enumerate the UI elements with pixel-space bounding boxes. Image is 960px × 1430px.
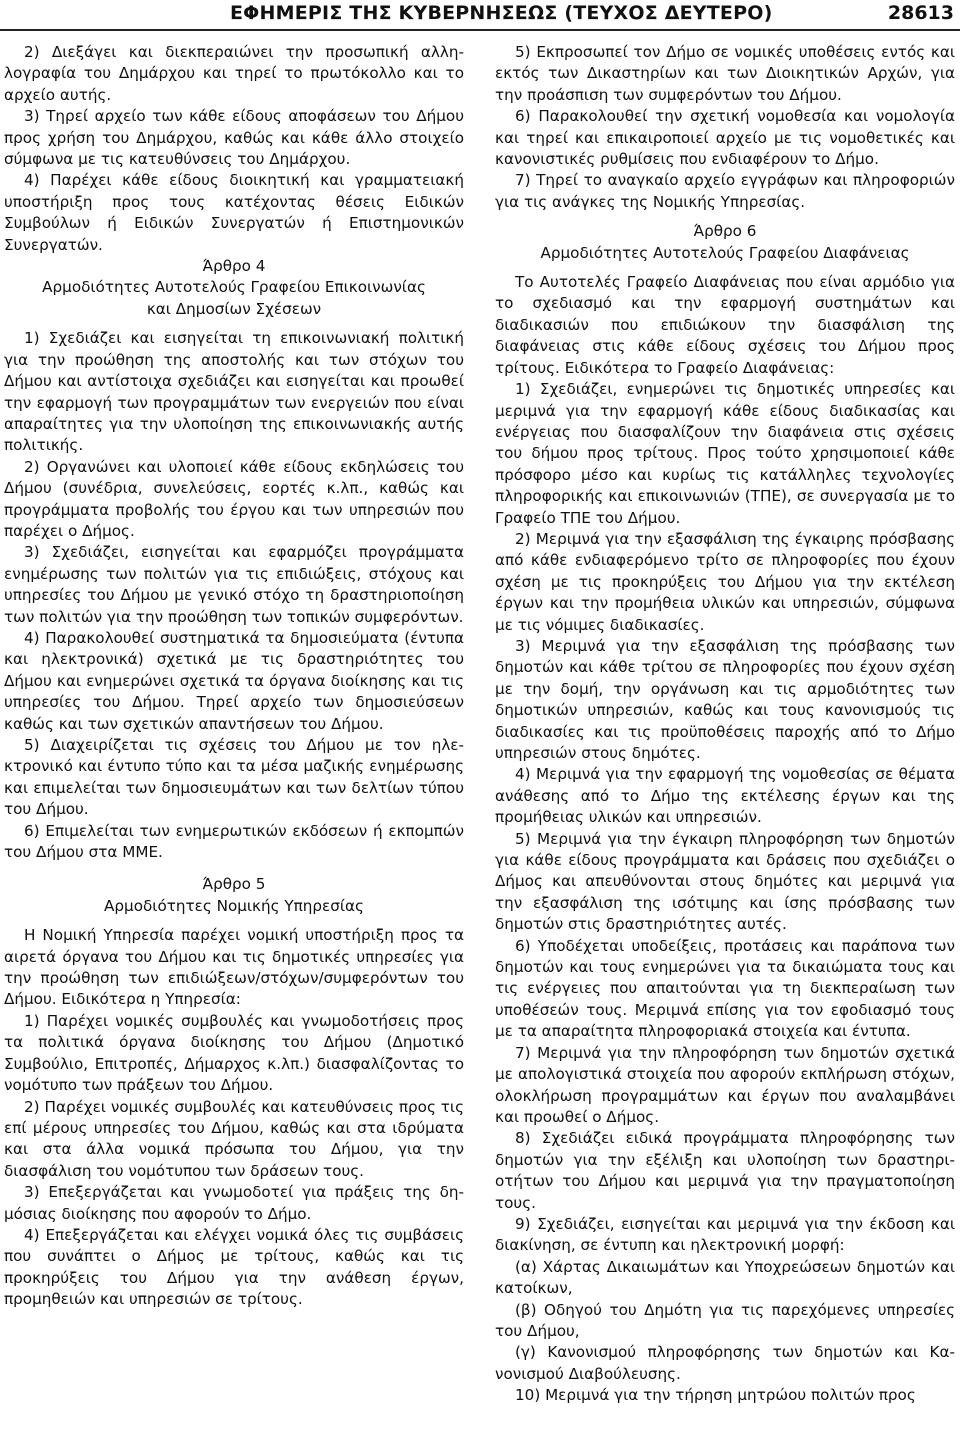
gazette-title: ΕΦΗΜΕΡΙΣ ΤΗΣ ΚΥΒΕΡΝΗΣΕΩΣ (ΤΕΥΧΟΣ ΔΕΥΤΕΡΟ) [230, 2, 773, 24]
page-number: 28613 [887, 2, 954, 24]
paragraph: 10) Μεριμνά για την τήρηση μητρώου πολιτών προς [515, 1386, 916, 1405]
list-item: (γ) Κανονισμού πληροφόρησης των δημοτών και Κανονισμού Διαβούλευσης. [495, 1343, 955, 1383]
list-item: (β) Οδηγού του Δημότη για τις παρεχόμενες υπηρεσίες του Δήμου, [495, 1300, 955, 1340]
paragraph: 6) Παρακολουθεί την σχετική νομοθεσία και νομολογία και τηρεί και επικαιροποιεί αρχείο με τις νομοθετικές και κανονιστικές ρυθμίσεις που ενδιαφέρουν το Δήμο. [495, 107, 955, 169]
paragraph: 1) Παρέχει νομικές συμβουλές και γνωμοδοτήσεις προς τα πολιτικά όργανα διοίκησης του Δήμου (Δημοτικό Συμβούλιο, Επιτροπές, Δήμαρχος κ.λπ.) διασφαλίζοντας το νομότυπο των πράξεων του Δήμου. [4, 1011, 464, 1095]
left-column [4, 42, 464, 1422]
paragraph: 6) Υποδέχεται υποδείξεις, προτάσεις και παράπονα των δημοτών και τους ενημερώνει για τα δικαιώματα τους και τις ενέργειες που απαιτούνται για τη διεκπεραίωση των υποθέσεών τους. Μεριμνά επίσης για τον εφοδιασμό τους με τα απαραίτητα πληροφοριακά στοιχεία και έντυπα. [495, 936, 955, 1041]
paragraph: Το Αυτοτελές Γραφείο Διαφάνειας που είναι αρμόδιο για το σχεδιασμό και την εφαρμογή συστημάτων και διαδικασιών που επιδιώκουν την διασφάλιση της διαφάνειας στις κάθε είδους σχέσεις του Δήμου προς τρίτους. Ειδικότερα το Γραφείο Διαφάνειας: [495, 273, 955, 377]
list-item: (α) Χάρτας Δικαιωμάτων και Υποχρεώσεων δημοτών και κατοίκων, [495, 1257, 955, 1298]
article-5-title: Αρμοδιότητες Νομικής Υπηρεσίας [104, 896, 364, 915]
paragraph: 4) Επεξεργάζεται και ελέγχει νομικά όλες τις συμβάσεις που συνάπτει ο Δήμος με τρίτους, καθώς και τις προκηρύξεις του Δήμου για την ανάθεση έργων, προμηθειών και υπηρεσιών σε τρίτους. [4, 1225, 464, 1309]
article-4-title: Αρμοδιότητες Αυτοτελούς Γραφείου Επικοινωνίας [42, 278, 426, 297]
paragraph: 3) Επεξεργάζεται και γνωμοδοτεί για πράξεις της δημόσιας διοίκησης που αφορούν το Δήμο. [4, 1183, 464, 1223]
article-5-heading: Άρθρο 5 [202, 875, 266, 894]
paragraph: 8) Σχεδιάζει ειδικά προγράμματα πληροφόρησης των δημοτών για την εξέλιξη και υλοποίηση των δραστηριοτήτων του Δήμου και μεριμνά για την πραγματοποίηση τους. [495, 1129, 955, 1212]
paragraph: 7) Μεριμνά για την πληροφόρηση των δημοτών σχετικά με απολογιστικά στοιχεία που αφορούν εκπλήρωση στόχων, ολοκλήρωση προγραμμάτων και έργων που αναλαμβάνει και προωθεί ο Δήμος. [495, 1043, 955, 1126]
article-4-title-cont: και Δημοσίων Σχέσεων [146, 299, 322, 318]
article-6-title: Αρμοδιότητες Αυτοτελούς Γραφείου Διαφάνειας [540, 243, 910, 262]
paragraph: 4) Παρέχει κάθε είδους διοικητική και γραμματειακή υποστήριξη προς τους κατέχοντας θέσεις Ειδικών Συμβούλων ή Ειδικών Συνεργατών ή Επιστημονικών Συνεργατών. [4, 171, 464, 254]
right-column [495, 42, 955, 1422]
paragraph: 7) Τηρεί το αναγκαίο αρχείο εγγράφων και πληροφοριών για τις ανάγκες της Νομικής Υπηρεσίας. [495, 171, 955, 211]
paragraph: 4) Μεριμνά για την εφαρμογή της νομοθεσίας σε θέματα ανάθεσης από το Δήμο της εκτέλεσης έργων και της προμήθειας υλικών και υπηρεσιών. [495, 765, 955, 827]
header-rule [0, 29, 960, 31]
article-4-heading: Άρθρο 4 [202, 257, 266, 276]
paragraph: 4) Παρακολουθεί συστηματικά τα δημοσιεύματα (έντυπα και ηλεκτρονικά) σχετικά με τις δραστηριότητες του Δήμου και ενημερώνει σχετικά τα όργανα διοίκησης και τις υπηρεσίες του Δήμου. Τηρεί αρχείο των δημοσιεύσεων καθώς και των σχετικών απαντήσεων του Δήμου. [4, 628, 464, 733]
page-header [0, 0, 960, 30]
paragraph: 2) Μεριμνά για την εξασφάλιση της έγκαιρης πρόσβασης από κάθε ενδιαφερόμενο τρίτο σε πληροφορίες που έχουν σχέση με τις προκηρύξεις του Δήμου για την εκτέλεση έργων και την προμήθεια υλικών και υπηρεσιών, σύμφωνα με τις νόμιμες διαδικασίες. [495, 529, 955, 634]
paragraph: 2) Οργανώνει και υλοποιεί κάθε είδους εκδηλώσεις του Δήμου (συνέδρια, συνελεύσεις, εορτές κ.λπ., καθώς και προγράμματα προβολής του έργου και των υπηρεσιών που παρέχει ο Δήμος. [4, 457, 464, 540]
paragraph: 6) Επιμελείται των ενημερωτικών εκδόσεων ή εκπομπών του Δήμου στα ΜΜΕ. [4, 821, 464, 862]
paragraph: Η Νομική Υπηρεσία παρέχει νομική υποστήριξη προς τα αιρετά όργανα του Δήμου και τις δημοτικές υπηρεσίες για την προώθηση των επιδιώξεων/στόχων/συμφερόντων του Δήμου. Ειδικότερα η Υπηρεσία: [4, 926, 464, 1009]
paragraph: 1) Σχεδιάζει, ενημερώνει τις δημοτικές υπηρεσίες και μεριμνά για την εφαρμογή κάθε είδους διαδικασίας και ενέργειας που διασφαλίζουν την διαφάνεια στις σχέσεις του δήμου προς τρίτους. Προς τούτο χρησιμοποιεί κάθε πρόσφορο μέσο και κυρίως τις κατάλληλες τεχνολογίες πληροφορικής και επικοινωνιών (ΤΠΕ), σε συνεργασία με το Γραφείο ΤΠΕ του Δήμου. [495, 380, 955, 527]
paragraph: 2) Παρέχει νομικές συμβουλές και κατευθύνσεις προς τις επί μέρους υπηρεσίες του Δήμου, καθώς και στα ιδρύματα και στα άλλα νομικά πρόσωπα του Δήμου, για την διασφάλιση του νομότυπου των δράσεων τους. [4, 1097, 464, 1180]
paragraph: 5) Εκπροσωπεί τον Δήμο σε νομικές υποθέσεις εντός και εκτός των Δικαστηρίων και των Διοικητικών Αρχών, για την προάσπιση των συμφερόντων του Δήμου. [495, 43, 955, 104]
paragraph: 5) Διαχειρίζεται τις σχέσεις του Δήμου με τον ηλεκτρονικό και έντυπο τύπο και τα μέσα μαζικής ενημέρωσης και επιμελείται των δημοσιευμάτων και των δελτίων τύπου του Δήμου. [4, 736, 464, 819]
paragraph: 9) Σχεδιάζει, εισηγείται και μεριμνά για την έκδοση και διακίνηση, σε έντυπη και ηλεκτρονική μορφή: [495, 1214, 955, 1255]
article-6-heading: Άρθρο 6 [693, 222, 757, 241]
paragraph: 2) Διεξάγει και διεκπεραιώνει την προσωπική αλληλογραφία του Δημάρχου και τηρεί το πρωτόκολλο και το αρχείο αυτής. [4, 43, 464, 104]
paragraph: 5) Μεριμνά για την έγκαιρη πληροφόρηση των δημοτών για κάθε είδους προγράμματα και δράσεις που σχεδιάζει ο Δήμος και απευθύνονται στους δημότες και μεριμνά για την εξασφάλιση της ισότιμης και ίσης πρόσβασης των δημοτών στις δραστηριότητες αυτές. [495, 829, 955, 934]
paragraph: 3) Σχεδιάζει, εισηγείται και εφαρμόζει προγράμματα ενημέρωσης των πολιτών για τις επιδιώξεις, στόχους και υπηρεσίες του Δήμου με γενικό στόχο τη δραστηριοποίηση των πολιτών για την προώθηση των τοπικών συμφερόντων. [4, 543, 464, 626]
paragraph: 3) Τηρεί αρχείο των κάθε είδους αποφάσεων του Δήμου προς χρήση του Δημάρχου, καθώς και κάθε άλλο στοιχείο σύμφωνα με τις κατευθύνσεις του Δημάρχου. [4, 107, 464, 169]
paragraph: 1) Σχεδιάζει και εισηγείται τη επικοινωνιακή πολιτική για την προώθηση της αποστολής και των στόχων του Δήμου και αντίστοιχα σχεδιάζει και εισηγείται και προωθεί την εφαρμογή των προγραμμάτων των ενεργειών που είναι απαραίτητες για την υλοποίηση της επικοινωνιακής αυτής πολιτικής. [4, 329, 464, 455]
paragraph: 3) Μεριμνά για την εξασφάλιση της πρόσβασης των δημοτών και κάθε τρίτου σε πληροφορίες που έχουν σχέση με την δομή, την οργάνωση και τις αρμοδιότητες των δημοτικών υπηρεσιών, καθώς και τους κανονισμούς τις διαδικασίες και τις προϋποθέσεις παροχής από το Δήμο υπηρεσιών στους δημότες. [495, 636, 955, 762]
